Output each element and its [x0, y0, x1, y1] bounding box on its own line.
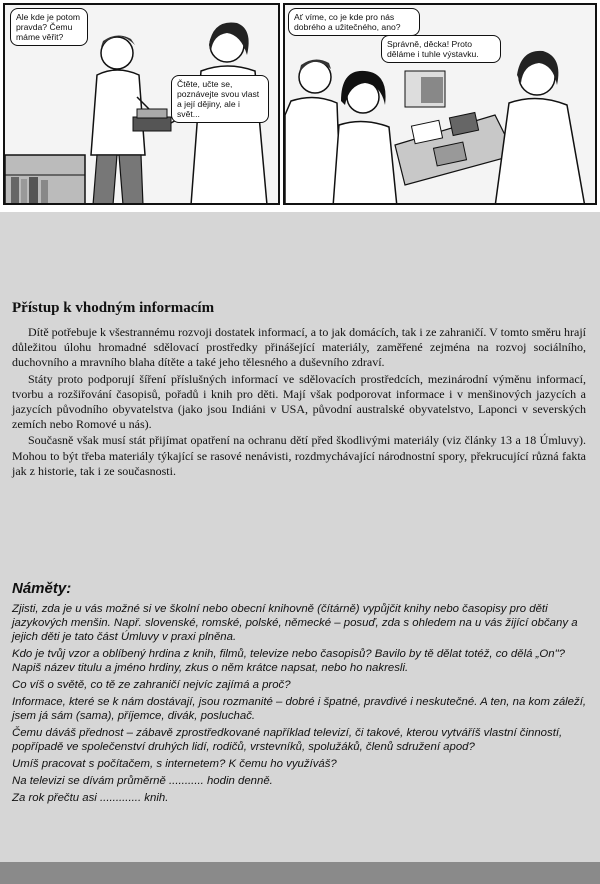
speech-bubble-boy-right: Ať víme, co je kde pro nás dobrého a užitečného, ano?: [288, 8, 420, 36]
comic-panel-left: [3, 3, 280, 205]
section-heading: Přístup k vhodným informacím: [12, 300, 215, 316]
idea-item: Informace, které se k nám dostávají, jsou rozmanité – dobré i špatné, pravdivé i neskutečné. A ten, na kom záleží, jsem já sám (sama), příjemce, divák, posluchač.: [12, 696, 587, 722]
article-paragraph: Dítě potřebuje k všestrannému rozvoji dostatek informací, a to jak domácích, tak i ze zahraničí. V tomto směru hrají důležitou úlohu hromadné sdělovací prostředky přinášející materiály, zaměřené zejména na rozvoj sociálního, duchovního a mravního blaha dítěte a také jeho tělesného a duševního zdraví.: [12, 325, 586, 370]
comic-panel-right: [283, 3, 597, 205]
page-footer-bar: [0, 862, 600, 884]
idea-item: Umíš pracovat s počítačem, s internetem? K čemu ho využíváš?: [12, 758, 337, 770]
idea-item: Na televizi se dívám průměrně ........... hodin denně.: [12, 775, 273, 787]
speech-bubble-woman-left: Čtěte, učte se, poznávejte svou vlast a její dějiny, ale i svět...: [171, 75, 269, 123]
idea-item: Kdo je tvůj vzor a oblíbený hrdina z knih, filmů, televize nebo časopisů? Bavilo by tě dělat totéž, co dělá „On"? Napiš název titulu a jméno hrdiny, zkus o něm krátce napsat, nebo ho nakresli.: [12, 648, 566, 674]
idea-item: Zjisti, zda je u vás možné si ve školní nebo obecní knihovně (čítárně) vypůjčit knihy nebo časopisy pro děti jazykových menšin. Např. slovenské, romské, polské, německé – posuď, zda s ohledem na u vás žijící občany a jejich děti je tato část Úmluvy v praxi plněna.: [12, 603, 578, 643]
idea-item: Za rok přečtu asi ............. knih.: [12, 792, 169, 804]
idea-item: Co víš o světě, co tě ze zahraničí nejvíc zajímá a proč?: [12, 679, 291, 691]
speech-bubble-boy-left: Ale kde je potom pravda? Čemu máme věřit?: [10, 8, 88, 46]
article-body: [12, 325, 586, 480]
article-paragraph: Státy proto podporují šíření příslušných informací ve sdělovacích prostředcích, mezinárodní výměnu informací, tvorbu a rozšiřování časopisů, pořadů i knih pro děti. Mají však podporovat informace i v menšinových jazycích a jazycích původního obyvatelstva (jako jsou Indiáni v USA, původní australské obyvatelstvo, Laponci v severských zemích nebo Romové u nás).: [12, 371, 586, 432]
comic-strip: [0, 0, 600, 212]
speech-bubble-woman-right: Správně, děcka! Proto děláme i tuhle výstavku.: [381, 35, 501, 63]
ideas-list: [12, 602, 588, 808]
ideas-heading: Náměty:: [12, 580, 72, 597]
article-paragraph: Současně však musí stát přijímat opatření na ochranu dětí před škodlivými materiály (viz články 13 a 18 Úmluvy). Mohou to být třeba materiály týkající se rasové nenávisti, rozdmychávající národnostní spory, překrucující různá fakta jak z historie, tak i ze současnosti.: [12, 433, 586, 478]
article-section: [0, 212, 600, 884]
idea-item: Čemu dáváš přednost – zábavě zprostředkované například televizí, či takové, kterou vytváříš vlastní činností, popřípadě ve společenství druhých lidí, rodičů, vrstevníků, spolužáků, členů sdružení apod?: [12, 727, 563, 753]
